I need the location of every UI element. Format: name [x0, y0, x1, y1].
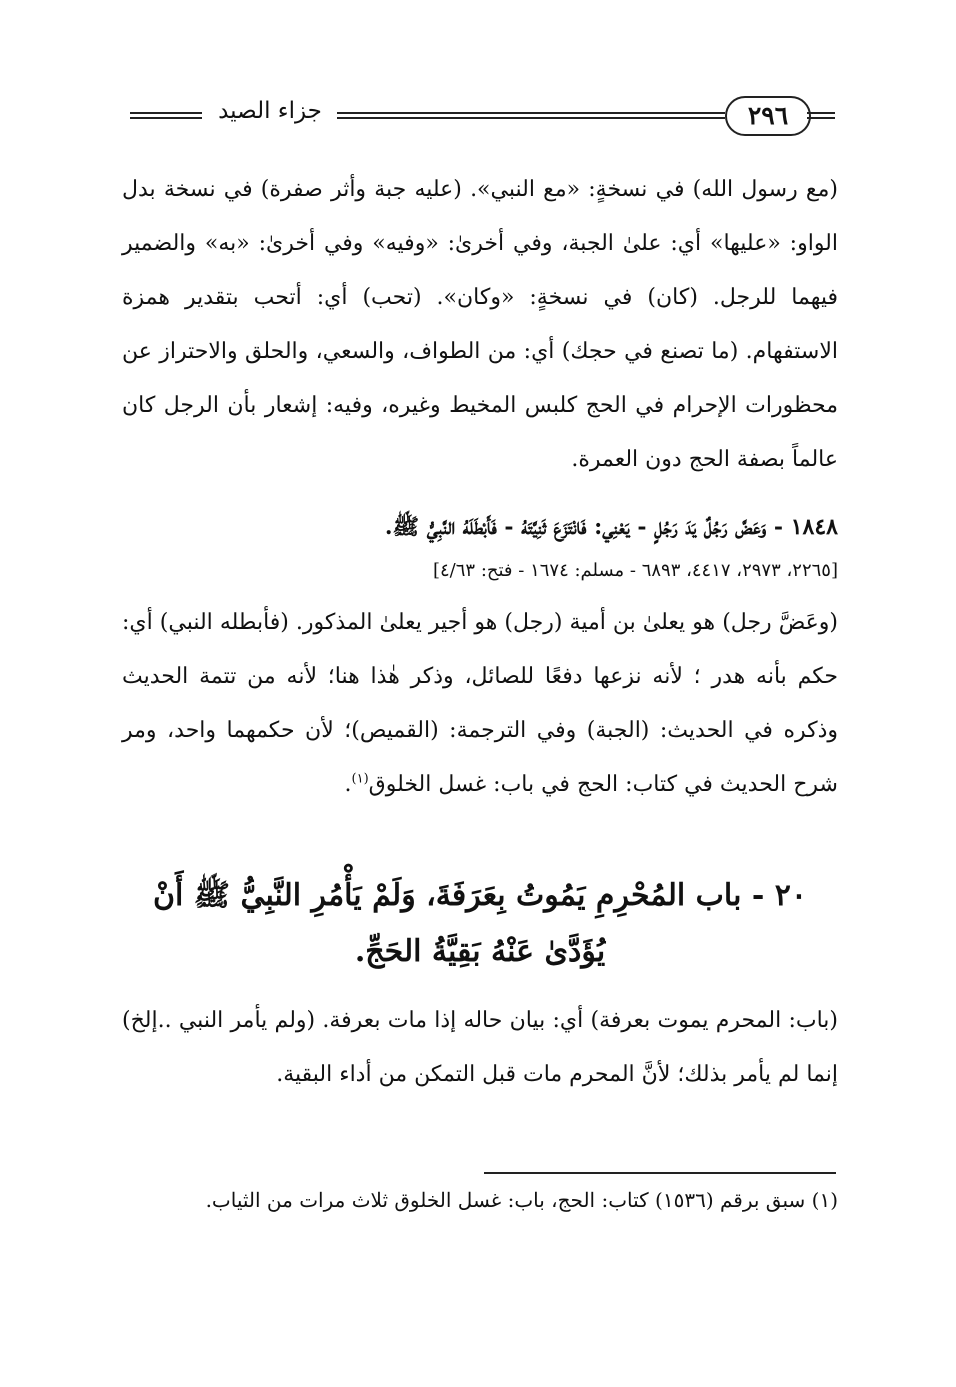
chapter-title: ٢٠ - باب المُحْرِمِ يَمُوتُ بِعَرَفَةَ، وَلَمْ يَأْمُرِ النَّبِيُّ ﷺ أَنْ يُؤَدَّىٰ عَنْهُ بَقِيَّةُ الحَجِّ. [153, 878, 807, 969]
commentary-paragraph-2-text: (وعَضَّ رجل) هو يعلىٰ بن أمية (رجل) هو أجير يعلىٰ المذكور. (فأبطله النبي) أي: حكم بأنه هدر ؛ لأنه نزعها دفعًا للصائل، وذكر هٰذا هنا؛ لأنه من تتمة الحديث وذكره في الحديث: (الجبة) وفي الترجمة: (القميص)؛ لأن حكمهما واحد، ومر شرح الحديث في كتاب: الحج في باب: غسل الخلوق [122, 610, 839, 797]
footnote-divider [484, 1172, 836, 1174]
running-title: جزاء الصيد [218, 98, 322, 124]
commentary-paragraph-2 [122, 596, 838, 812]
commentary-paragraph-2-end: . [344, 772, 352, 797]
footnote-marker: (١) [351, 771, 369, 787]
hadith-text: ١٨٤٨ - وَعَضَّ رَجُلٌ يَدَ رَجُلٍ - يَعْنِي: فَانْتَزَعَ ثَنِيَّتَهُ - فَأَبْطَلَهُ النَّبِيُّ ﷺ. [384, 514, 838, 540]
header-rule-right [807, 112, 835, 119]
page-header [125, 96, 837, 140]
hadith-references: [٢٢٦٥، ٢٩٧٣، ٤٤١٧، ٦٨٩٣ - مسلم: ١٦٧٤ - فتح: ٤/٦٣] [432, 560, 838, 581]
commentary-paragraph-1: (مع رسول الله) في نسخةٍ: «مع النبي». (عليه جبة وأثر صفرة) في نسخة بدل الواو: «عليها» أي: علىٰ الجبة، وفي أخرىٰ: «وفيه» وفي أخرىٰ: «به» والضمير فيهما للرجل. (كان) في نسخةٍ: «وكان». (تحب) أي: أتحب بتقدير همزة الاستفهام. (ما تصنع في حجك) أي: من الطواف، والسعي، والحلق والاحتراز عن محظورات الإحرام في الحج كلبس المخيط وغيره، وفيه: إشعار بأن الرجل كان عالماً بصفة الحج دون العمرة. [122, 177, 838, 472]
header-rule-middle [337, 112, 725, 119]
page-number: ٢٩٦ [725, 96, 811, 136]
commentary-paragraph-3: (باب: المحرم يموت بعرفة) أي: بيان حاله إذا مات بعرفة. (ولم يأمر النبي ..إلخ) إنما لم يأمر بذلك؛ لأنَّ المحرم مات قبل التمكن من أداء البقية. [122, 1008, 838, 1087]
header-rule-left [130, 112, 202, 119]
footnote: (١) سبق برقم (١٥٣٦) كتاب: الحج، باب: غسل الخلوق ثلاث مرات من الثياب. [205, 1188, 838, 1212]
